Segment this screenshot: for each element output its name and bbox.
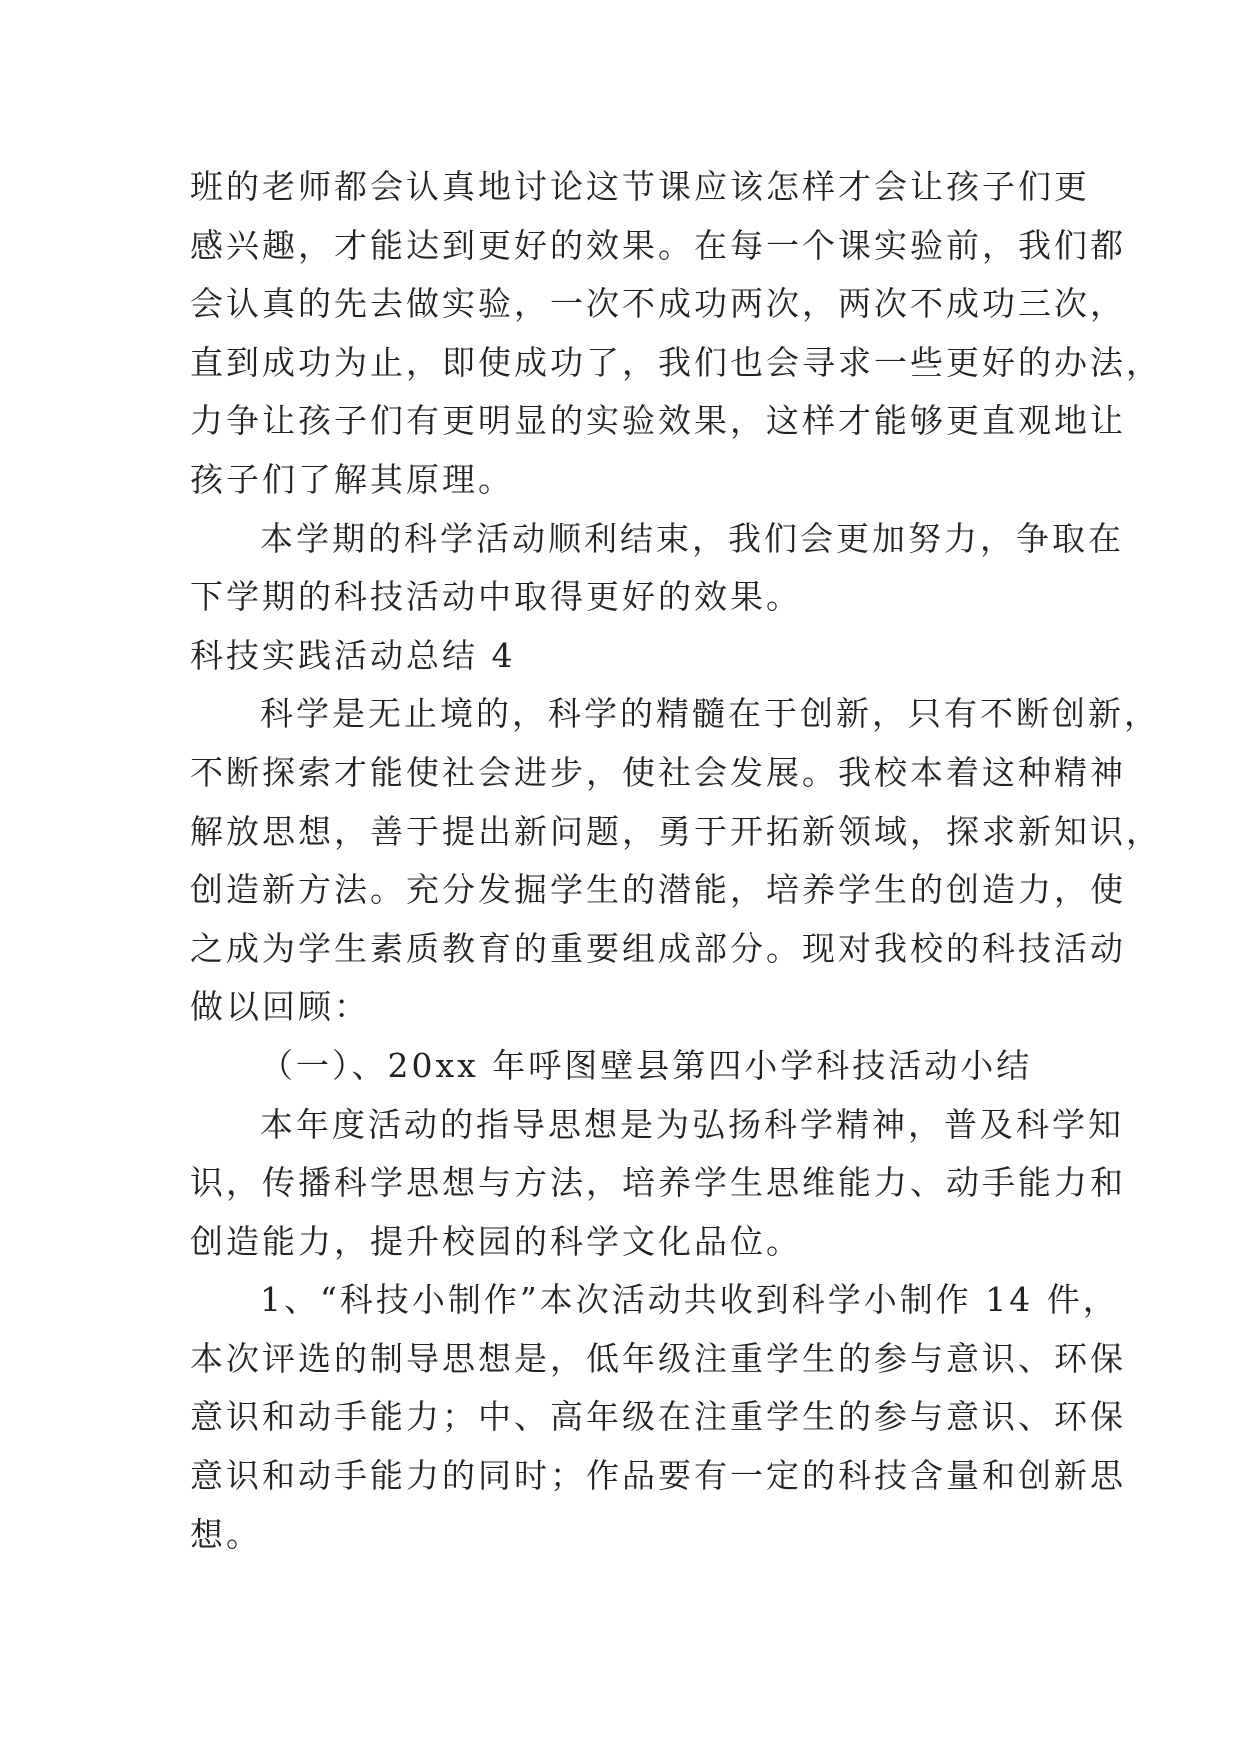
paragraph-line: 直到成功为止，即使成功了，我们也会寻求一些更好的办法，	[190, 342, 1162, 382]
paragraph-line: 创造能力，提升校园的科学文化品位。	[190, 1221, 802, 1261]
subsection-heading	[190, 1037, 1060, 1096]
paragraph-line: 本学期的科学活动顺利结束，我们会更加努力，争取在	[260, 518, 1124, 558]
section-heading	[190, 627, 1060, 686]
paragraph-line: 会认真的先去做实验，一次不成功两次，两次不成功三次，	[190, 284, 1126, 324]
paragraph-line: 本年度活动的指导思想是为弘扬科学精神，普及科学知	[260, 1104, 1124, 1144]
paragraph-line: 下学期的科技活动中取得更好的效果。	[190, 577, 802, 617]
paragraph-line: 创造新方法。充分发掘学生的潜能，培养学生的创造力，使	[190, 870, 1126, 910]
paragraph-line: 科学是无止境的，科学的精髓在于创新，只有不断创新，	[260, 694, 1160, 734]
document-body	[190, 158, 1162, 1564]
paragraph-line: 力争让孩子们有更明显的实验效果，这样才能够更直观地让	[190, 401, 1126, 441]
paragraph-1	[190, 158, 1162, 510]
paragraph-4	[190, 1096, 1126, 1272]
paragraph-5	[190, 1271, 1126, 1564]
paragraph-line: 感兴趣，才能达到更好的效果。在每一个课实验前，我们都	[190, 225, 1126, 265]
subsection-heading-text: （一）、20xx 年呼图壁县第四小学科技活动小结	[260, 1045, 1033, 1085]
paragraph-line: 孩子们了解其原理。	[190, 459, 514, 499]
paragraph-line: 不断探索才能使社会进步，使社会发展。我校本着这种精神	[190, 752, 1126, 792]
paragraph-line: 之成为学生素质教育的重要组成部分。现对我校的科技活动	[190, 928, 1126, 968]
paragraph-2	[190, 510, 1124, 627]
paragraph-line: 想。	[190, 1514, 262, 1554]
section-heading-text: 科技实践活动总结 4	[190, 635, 516, 675]
paragraph-line: 解放思想，善于提出新问题，勇于开拓新领域，探求新知识，	[190, 811, 1162, 851]
paragraph-3	[190, 685, 1162, 1037]
paragraph-line: 意识和动手能力；中、高年级在注重学生的参与意识、环保	[190, 1397, 1126, 1437]
paragraph-line: 本次评选的制导思想是，低年级注重学生的参与意识、环保	[190, 1338, 1126, 1378]
paragraph-line: 班的老师都会认真地讨论这节课应该怎样才会让孩子们更	[190, 167, 1090, 206]
paragraph-line: 意识和动手能力的同时；作品要有一定的科技含量和创新思	[190, 1456, 1126, 1496]
paragraph-line: 识，传播科学思想与方法，培养学生思维能力、动手能力和	[190, 1163, 1126, 1203]
paragraph-line: 1、“科技小制作”本次活动共收到科学小制作 14 件，	[260, 1280, 1119, 1320]
paragraph-line: 做以回顾：	[190, 987, 370, 1027]
